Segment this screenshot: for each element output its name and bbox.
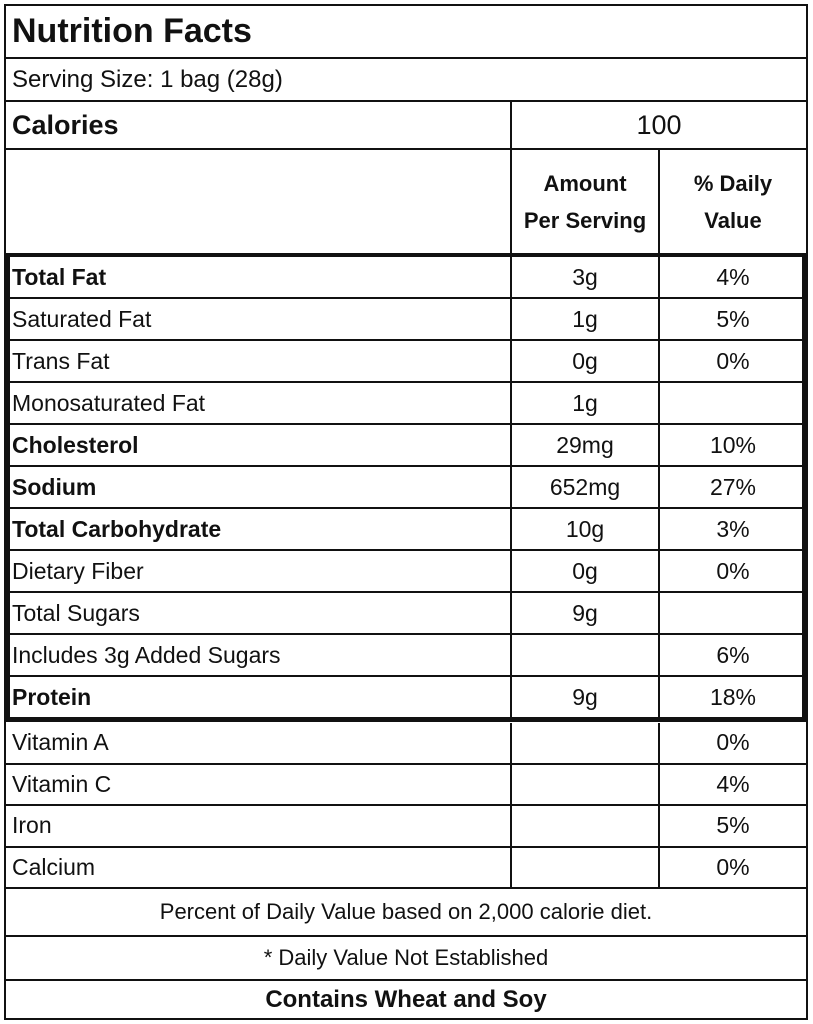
daily-value-header: % Daily Value xyxy=(693,170,773,233)
nutrient-amount: 9g xyxy=(512,593,660,633)
not-established-note: * Daily Value Not Established xyxy=(263,945,549,970)
nutrient-daily-value xyxy=(660,593,806,633)
table-row xyxy=(6,635,806,677)
nutrient-name: Monosaturated Fat xyxy=(6,383,512,423)
table-row xyxy=(6,425,806,467)
allergen-row xyxy=(6,981,806,1018)
serving-row xyxy=(6,59,806,102)
table-row xyxy=(6,509,806,551)
table-row xyxy=(6,765,806,807)
nutrient-daily-value: 5% xyxy=(716,305,750,332)
nutrient-daily-value: 4% xyxy=(716,770,750,797)
daily-value-note-row xyxy=(6,889,806,937)
nutrient-amount: 3g xyxy=(512,257,660,297)
nutrient-amount xyxy=(512,635,660,675)
table-row xyxy=(6,299,806,341)
title-row xyxy=(6,6,806,59)
nutrient-name: Includes 3g Added Sugars xyxy=(6,635,512,675)
table-row xyxy=(6,257,806,299)
column-header-row xyxy=(6,150,806,255)
nutrient-daily-value: 18% xyxy=(709,683,757,710)
nutrient-name: Total Fat xyxy=(6,257,512,297)
nutrient-daily-value xyxy=(660,383,806,423)
table-row xyxy=(6,723,806,765)
nutrition-facts-label xyxy=(4,4,808,1020)
nutrient-amount xyxy=(512,723,660,763)
table-row xyxy=(6,677,806,719)
nutrient-daily-value: 0% xyxy=(716,729,750,756)
nutrient-amount: 652mg xyxy=(512,467,660,507)
nutrient-daily-value: 4% xyxy=(716,263,750,290)
nutrient-name: Total Sugars xyxy=(6,593,512,633)
nutrient-name: Vitamin C xyxy=(6,765,512,805)
nutrient-daily-value: 0% xyxy=(716,853,750,880)
daily-value-note: Percent of Daily Value based on 2,000 calorie diet. xyxy=(159,899,653,924)
nutrient-amount: 9g xyxy=(512,677,660,717)
table-row xyxy=(6,467,806,509)
nutrient-name: Calcium xyxy=(6,848,512,888)
nutrient-amount xyxy=(512,765,660,805)
calories-row xyxy=(6,102,806,150)
table-row xyxy=(6,383,806,425)
nutrient-amount xyxy=(512,848,660,888)
allergen-statement: Contains Wheat and Soy xyxy=(265,985,547,1013)
nutrient-name: Total Carbohydrate xyxy=(6,509,512,549)
nutrient-daily-value: 10% xyxy=(709,431,757,458)
nutrient-name: Iron xyxy=(6,806,512,846)
nutrient-name: Cholesterol xyxy=(6,425,512,465)
nutrient-daily-value: 0% xyxy=(716,557,750,584)
nutrient-name: Vitamin A xyxy=(6,723,512,763)
nutrient-daily-value: 0% xyxy=(716,347,750,374)
nutrient-amount: 29mg xyxy=(512,425,660,465)
nutrient-amount: 0g xyxy=(512,551,660,591)
calories-label: Calories xyxy=(6,102,512,148)
nutrient-daily-value: 6% xyxy=(716,641,750,668)
table-row xyxy=(6,551,806,593)
not-established-row xyxy=(6,937,806,981)
header-spacer xyxy=(6,150,512,253)
nutrient-daily-value: 5% xyxy=(716,812,750,839)
table-row xyxy=(6,848,806,890)
calories-value: 100 xyxy=(636,109,682,140)
serving-size: Serving Size: 1 bag (28g) xyxy=(12,65,283,93)
nutrient-amount xyxy=(512,806,660,846)
nutrient-amount: 10g xyxy=(512,509,660,549)
nutrient-name: Trans Fat xyxy=(6,341,512,381)
table-row xyxy=(6,341,806,383)
nutrient-name: Saturated Fat xyxy=(6,299,512,339)
nutrient-name: Dietary Fiber xyxy=(6,551,512,591)
nutrient-amount: 0g xyxy=(512,341,660,381)
table-row xyxy=(6,593,806,635)
nutrient-daily-value: 27% xyxy=(709,473,757,500)
amount-per-serving-header: Amount Per Serving xyxy=(512,150,660,253)
table-row xyxy=(6,806,806,848)
label-title: Nutrition Facts xyxy=(12,12,252,50)
nutrient-daily-value: 3% xyxy=(716,515,750,542)
nutrient-amount: 1g xyxy=(512,383,660,423)
nutrient-name: Protein xyxy=(6,677,512,717)
nutrient-amount: 1g xyxy=(512,299,660,339)
nutrient-name: Sodium xyxy=(6,467,512,507)
